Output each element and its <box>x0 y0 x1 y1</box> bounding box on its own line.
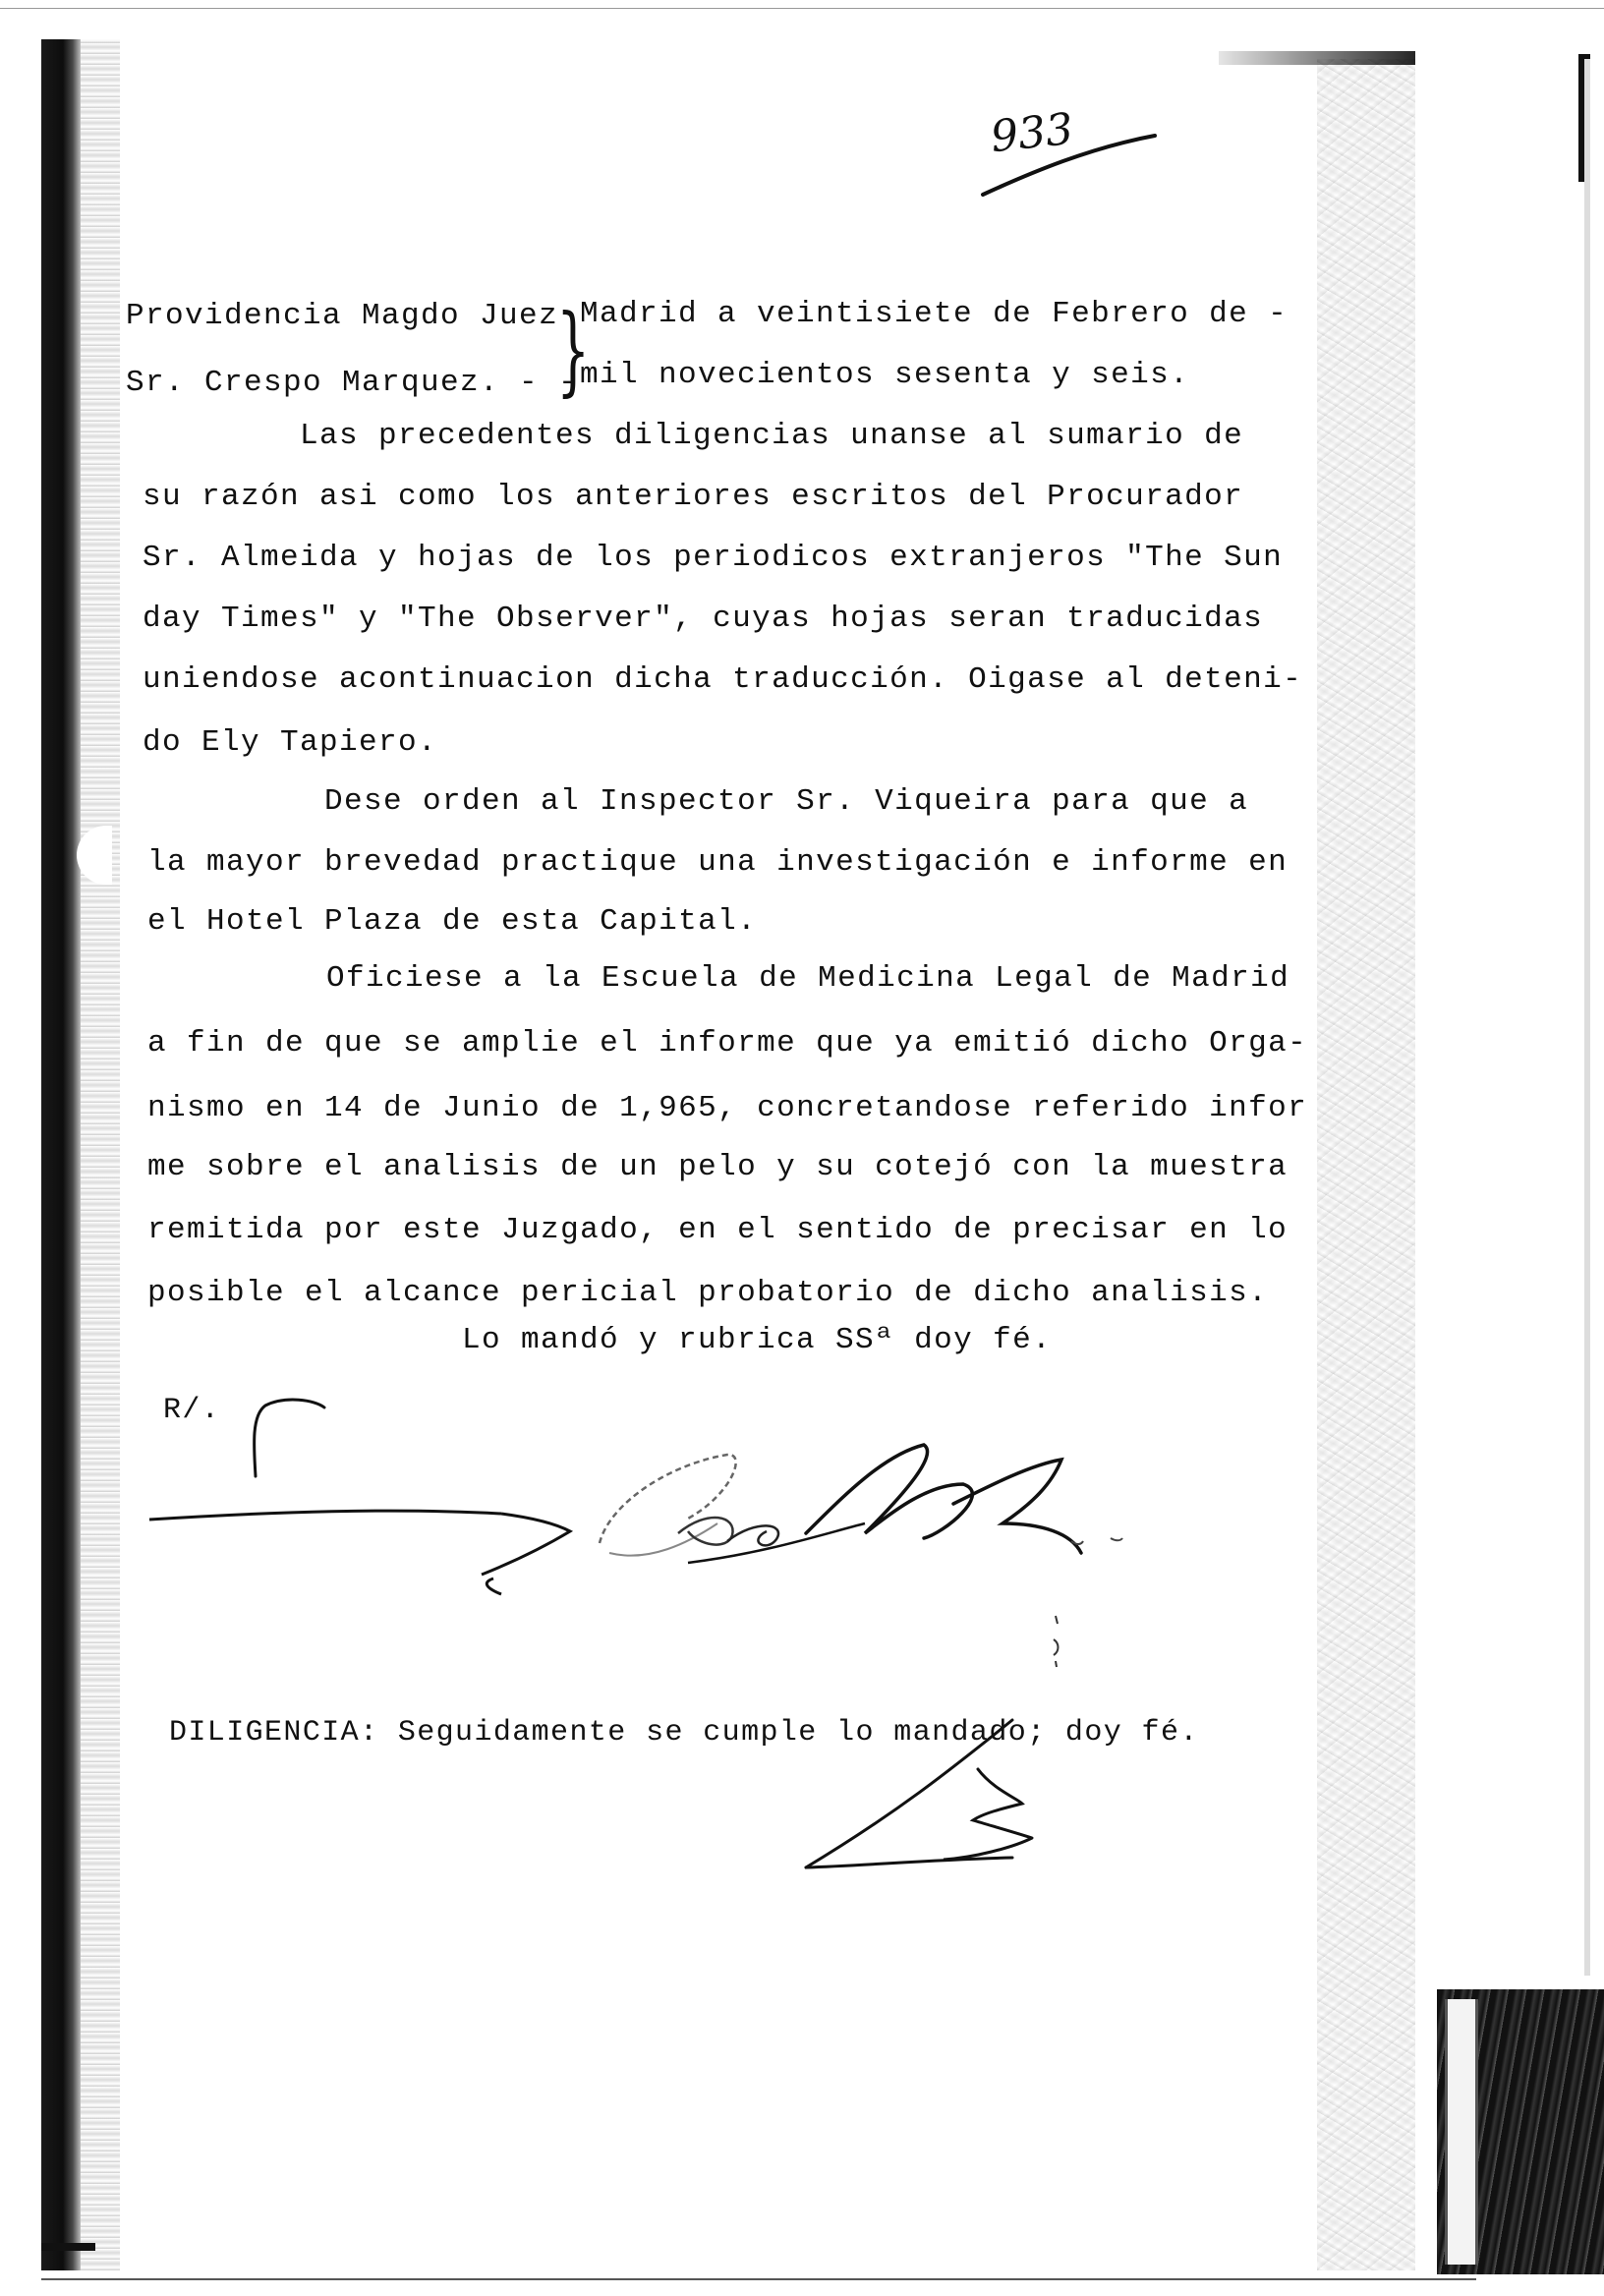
diligencia-line: DILIGENCIA: Seguidamente se cumple lo mandado; doy fé. <box>169 1716 1199 1750</box>
heading-line-1: Madrid a veintisiete de Febrero de - <box>580 297 1289 331</box>
right-edge-line <box>1584 59 1590 1976</box>
top-border-line <box>0 8 1604 9</box>
paragraph1-line-5: uniendose acontinuacion dicha traducción. Oigase al deteni- <box>143 662 1303 697</box>
paragraph3-line-6: posible el alcance pericial probatorio de dicho analisis. <box>147 1276 1269 1310</box>
bottom-border-line <box>41 2278 1476 2280</box>
folio-number: 933 <box>988 103 1076 163</box>
paragraph2-line-3: el Hotel Plaza de esta Capital. <box>147 904 758 939</box>
paragraph3-line-1: Oficiese a la Escuela de Medicina Legal de Madrid <box>326 961 1290 996</box>
closing-line: Lo mandó y rubrica SSª doy fé. <box>462 1323 1053 1357</box>
paragraph1-line-4: day Times" y "The Observer", cuyas hojas seran traducidas <box>143 602 1264 636</box>
paragraph3-line-4: me sobre el analisis de un pelo y su cotejó con la muestra <box>147 1150 1289 1184</box>
judge-signature <box>138 1425 1268 1622</box>
stray-mark <box>1042 1612 1071 1671</box>
binding-bottom-hook <box>41 2243 95 2251</box>
paragraph1-line-3: Sr. Almeida y hojas de los periodicos extranjeros "The Sun <box>143 541 1284 575</box>
folio-underline-stroke <box>973 118 1170 206</box>
paragraph2-line-2: la mayor brevedad practique una investigación e informe en <box>147 845 1289 880</box>
paragraph1-line-2: su razón asi como los anteriores escritos del Procurador <box>143 480 1244 514</box>
margin-note-line-2: Sr. Crespo Marquez. - - <box>126 366 579 400</box>
secretary-signature <box>786 1710 1120 1887</box>
binding-edge-shadow <box>81 39 120 2270</box>
right-edge-shadow <box>1317 59 1415 2270</box>
rubric-mark: R/. <box>163 1394 221 1427</box>
paragraph3-line-2: a fin de que se amplie el informe que ya emitió dicho Orga- <box>147 1026 1308 1061</box>
corner-folder-tab <box>1445 1999 1478 2265</box>
heading-line-2: mil novecientos sesenta y seis. <box>580 358 1190 392</box>
margin-brace: } <box>556 295 591 407</box>
right-top-smudge <box>1219 51 1415 65</box>
paragraph3-line-5: remitida por este Juzgado, en el sentido de precisar en lo <box>147 1213 1289 1247</box>
paragraph1-line-1: Las precedentes diligencias unanse al sumario de <box>300 419 1244 453</box>
binding-edge <box>41 39 81 2270</box>
margin-note-line-1: Providencia Magdo Juez <box>126 299 559 333</box>
paragraph2-line-1: Dese orden al Inspector Sr. Viqueira para que a <box>324 784 1249 819</box>
paragraph3-line-3: nismo en 14 de Junio de 1,965, concretandose referido infor <box>147 1091 1308 1125</box>
paragraph1-line-6: do Ely Tapiero. <box>143 725 438 760</box>
